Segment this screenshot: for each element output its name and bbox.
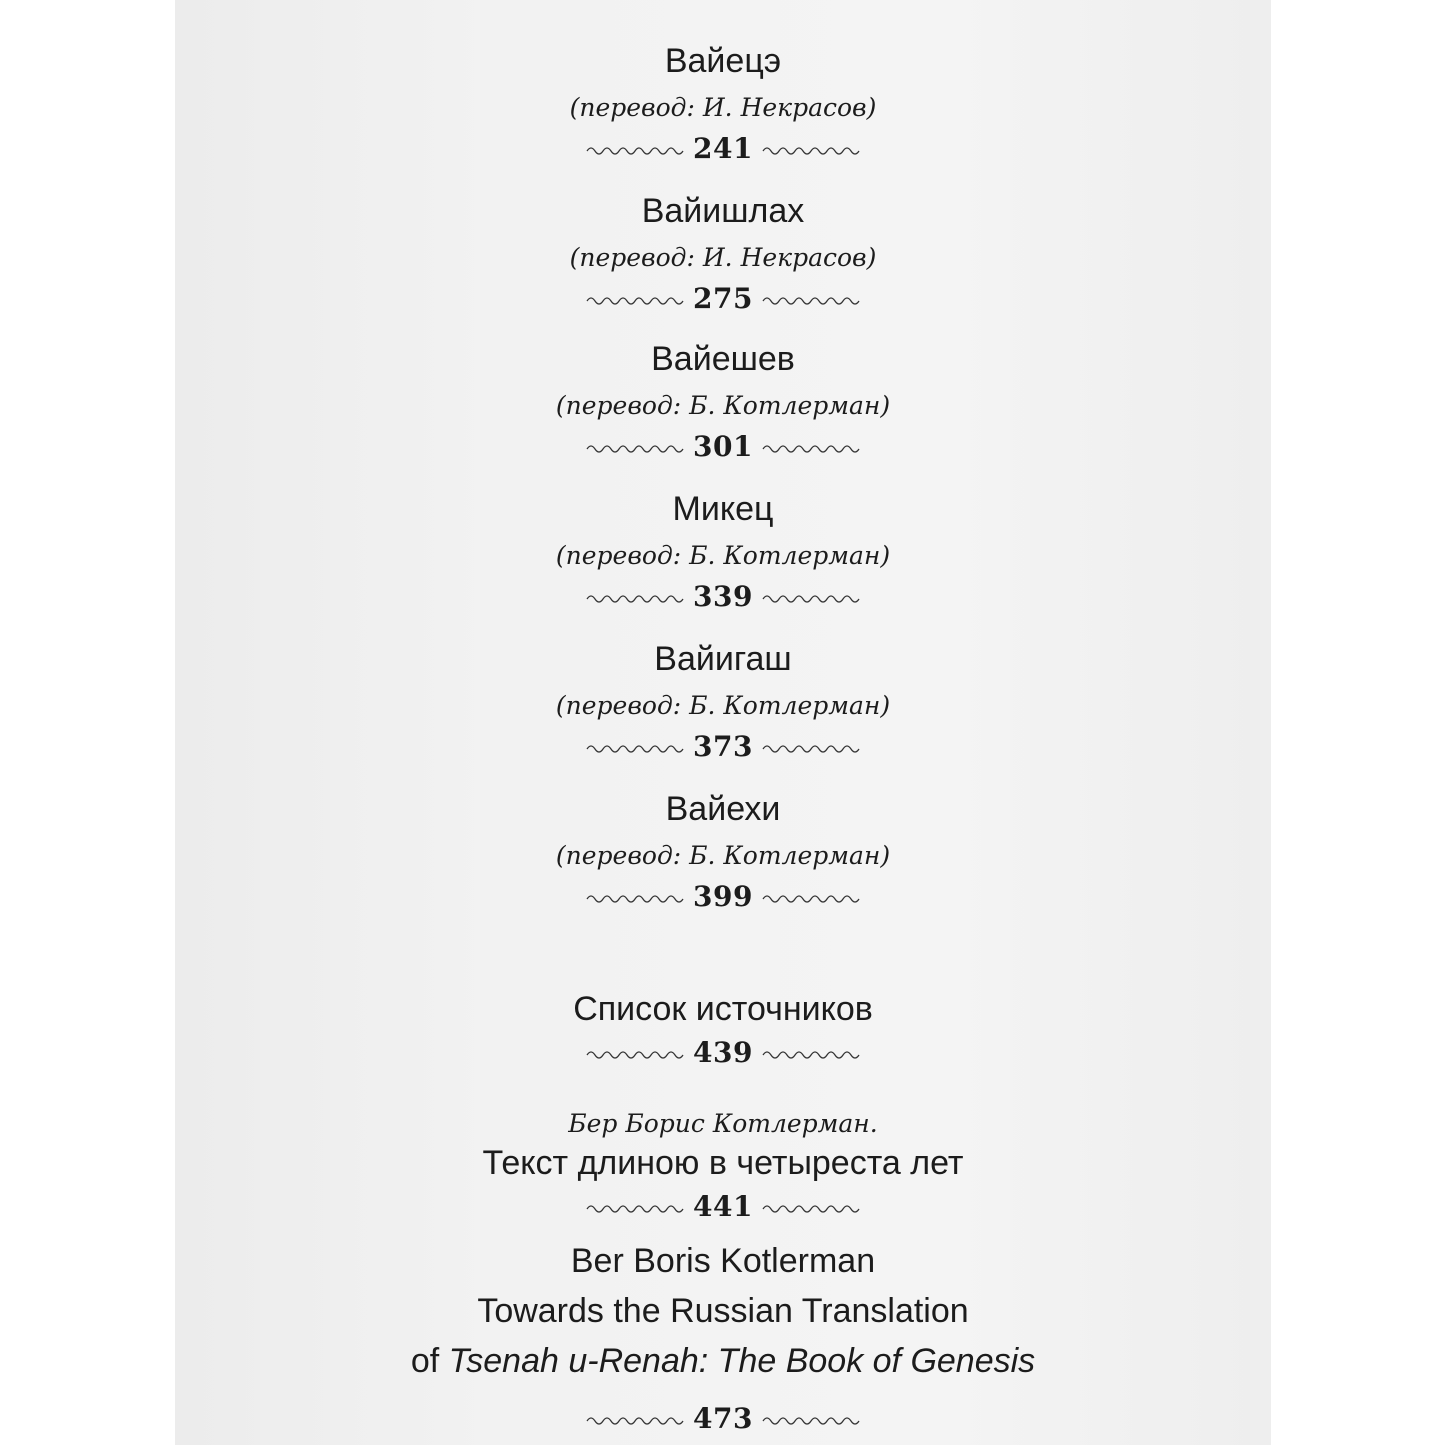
wavy-rule-icon [585,440,685,454]
translator-credit: (перевод: Б. Котлерман) [555,691,891,720]
sources-title: Список источников [573,990,873,1028]
essay-title-en-italic: Tsenah u-Renah: The Book of Genesis [448,1342,1036,1380]
page-number-row [175,878,1271,916]
chapter-title: Вайецэ [664,42,782,80]
wavy-rule-icon [761,440,861,454]
page-number: 399 [693,880,753,913]
translator-credit: (перевод: И. Некрасов) [569,93,877,122]
page-number: 241 [693,132,753,165]
essay-author: Бер Борис Котлерман. [568,1109,878,1138]
wavy-rule-icon [761,1046,861,1060]
wavy-rule-icon [761,740,861,754]
toc-entry-essay-en [175,1236,1271,1438]
chapter-title: Вайешев [651,340,795,378]
page-number: 339 [693,580,753,613]
toc-entry [175,638,1271,766]
page-number-row [175,428,1271,466]
page-number-row [175,578,1271,616]
page-number: 441 [693,1190,753,1223]
wavy-rule-icon [761,292,861,306]
translator-credit: (перевод: Б. Котлерман) [555,541,891,570]
translator-credit: (перевод: Б. Котлерман) [555,841,891,870]
essay-title-en-line1: Towards the Russian Translation [477,1292,969,1330]
wavy-rule-icon [761,590,861,604]
wavy-rule-icon [585,1046,685,1060]
translator-credit: (перевод: И. Некрасов) [569,243,877,272]
essay-title-en-prefix: of [410,1342,449,1380]
toc-entry [175,788,1271,916]
chapter-title: Вайишлах [641,192,805,230]
toc-entry-essay-ru [175,1106,1271,1226]
wavy-rule-icon [585,292,685,306]
page-number: 373 [693,730,753,763]
wavy-rule-icon [585,1412,685,1426]
page-number: 275 [693,282,753,315]
chapter-title: Вайигаш [654,640,792,678]
wavy-rule-icon [585,142,685,156]
page-number-row [175,1034,1271,1072]
toc-entry [175,488,1271,616]
wavy-rule-icon [761,1200,861,1214]
toc-entry-sources [175,988,1271,1072]
page-number: 301 [693,430,753,463]
page-number: 439 [693,1036,753,1069]
page-number-row [175,130,1271,168]
essay-author-en: Ber Boris Kotlerman [570,1242,876,1280]
essay-title: Текст длиною в четыреста лет [482,1144,964,1182]
page-number-row [175,1188,1271,1226]
page-number-row [175,280,1271,318]
wavy-rule-icon [585,590,685,604]
wavy-rule-icon [761,890,861,904]
toc-entry [175,40,1271,168]
page-number: 473 [693,1402,753,1435]
page-number-row [175,728,1271,766]
wavy-rule-icon [761,142,861,156]
toc-page [175,0,1271,1445]
wavy-rule-icon [585,740,685,754]
translator-credit: (перевод: Б. Котлерман) [555,391,891,420]
wavy-rule-icon [585,1200,685,1214]
toc-entry [175,338,1271,466]
chapter-title: Микец [672,490,774,528]
wavy-rule-icon [585,890,685,904]
essay-title-en-line2 [175,1336,1271,1386]
wavy-rule-icon [761,1412,861,1426]
chapter-title: Вайехи [665,790,781,828]
page-number-row [175,1400,1271,1438]
toc-entry [175,190,1271,318]
